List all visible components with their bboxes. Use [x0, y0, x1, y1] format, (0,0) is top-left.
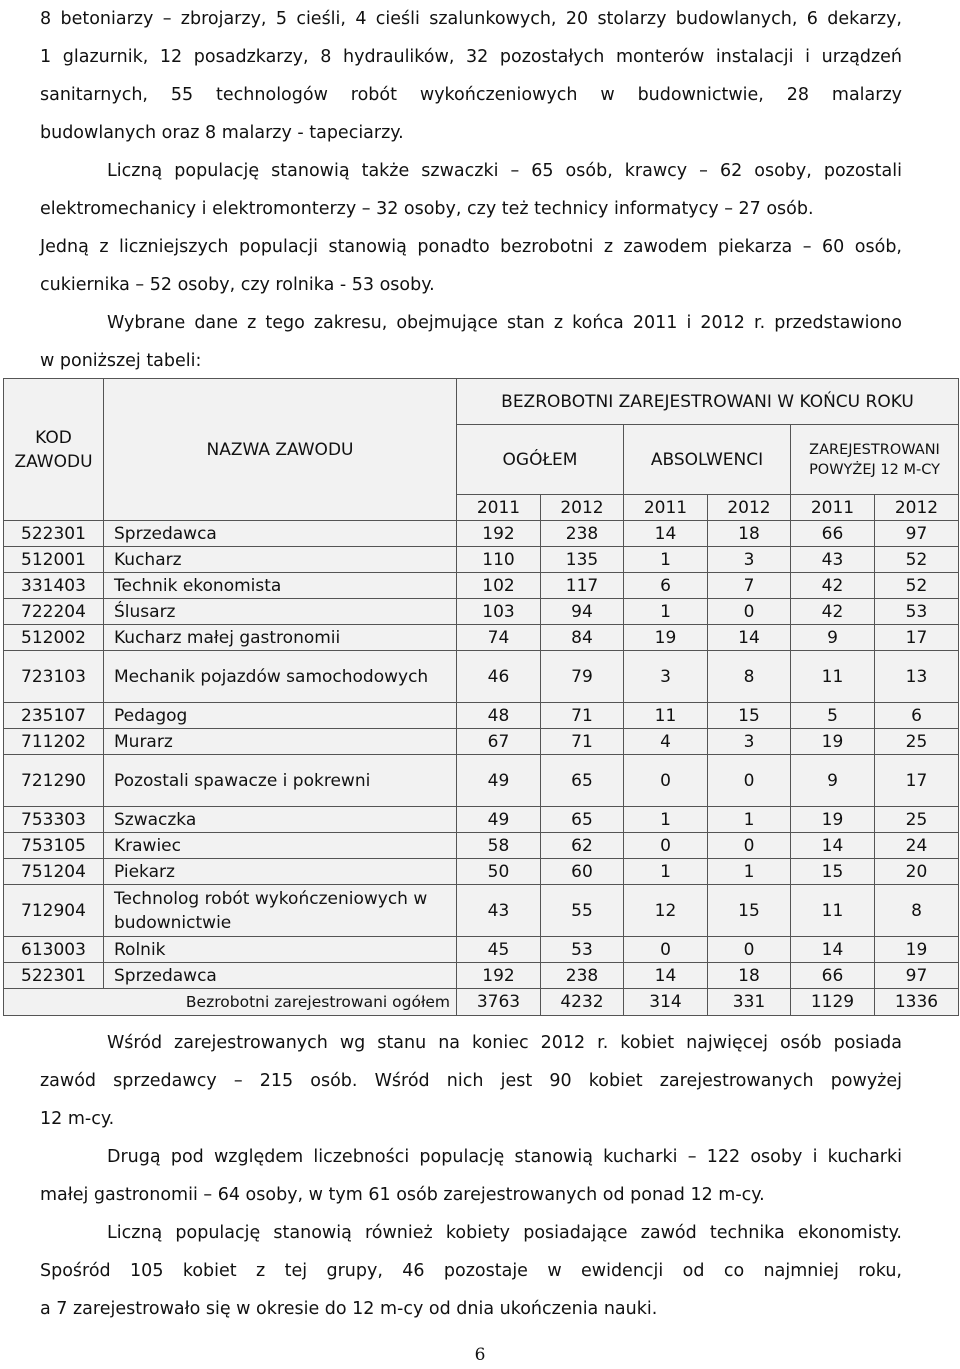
text-line: Liczną populację stanowią także szwaczki – 65 osób, krawcy – 62 osoby, pozostali: [107, 161, 902, 181]
text-line: Wśród zarejestrowanych wg stanu na koniec 2012 r. kobiet najwięcej osób posiada: [107, 1033, 902, 1053]
cell-value: 48: [457, 703, 541, 729]
cell-value: 6: [624, 573, 708, 599]
cell-value: 135: [541, 547, 624, 573]
cell-value: 11: [791, 885, 875, 937]
cell-value: 65: [541, 807, 624, 833]
paragraph-table-intro: [40, 304, 902, 380]
text-line: cukiernika – 52 osoby, czy rolnika - 53 osoby.: [40, 275, 435, 295]
cell-value: 94: [541, 599, 624, 625]
header-year: 2011: [624, 495, 708, 521]
header-total: OGÓŁEM: [457, 425, 624, 495]
cell-value: 8: [875, 885, 959, 937]
cell-name: Szwaczka: [104, 807, 457, 833]
header-year: 2012: [875, 495, 959, 521]
cell-value: 84: [541, 625, 624, 651]
cell-name: Technik ekonomista: [104, 573, 457, 599]
paragraph-occupations-tailoring: [40, 152, 902, 228]
header-year: 2012: [541, 495, 624, 521]
cell-value: 97: [875, 963, 959, 989]
header-group: BEZROBOTNI ZAREJESTROWANI W KOŃCU ROKU: [457, 379, 959, 425]
cell-value: 6: [875, 703, 959, 729]
cell-value: 192: [457, 963, 541, 989]
cell-value: 42: [791, 573, 875, 599]
cell-value: 14: [624, 963, 708, 989]
cell-code: 235107: [4, 703, 104, 729]
cell-name: Pozostali spawacze i pokrewni: [104, 755, 457, 807]
total-value: 331: [708, 989, 791, 1016]
table-row: [4, 599, 959, 625]
cell-value: 49: [457, 807, 541, 833]
table-row: [4, 625, 959, 651]
cell-code: 712904: [4, 885, 104, 937]
cell-value: 71: [541, 729, 624, 755]
cell-value: 46: [457, 651, 541, 703]
cell-value: 20: [875, 859, 959, 885]
cell-value: 17: [875, 755, 959, 807]
cell-value: 19: [875, 937, 959, 963]
cell-value: 43: [457, 885, 541, 937]
table-row: [4, 755, 959, 807]
text-line: 12 m-cy.: [40, 1109, 115, 1129]
total-value: 4232: [541, 989, 624, 1016]
cell-value: 110: [457, 547, 541, 573]
text-line: Liczną populację stanowią również kobiety posiadające zawód technika ekonomisty.: [107, 1223, 902, 1243]
cell-value: 66: [791, 521, 875, 547]
cell-code: 512001: [4, 547, 104, 573]
cell-value: 15: [708, 703, 791, 729]
cell-value: 11: [791, 651, 875, 703]
cell-value: 53: [541, 937, 624, 963]
text-line: małej gastronomii – 64 osoby, w tym 61 osób zarejestrowanych od ponad 12 m-cy.: [40, 1185, 765, 1205]
table-row: [4, 729, 959, 755]
cell-value: 17: [875, 625, 959, 651]
table-row: [4, 859, 959, 885]
cell-value: 1: [708, 807, 791, 833]
text-line: 8 betoniarzy – zbrojarzy, 5 cieśli, 4 cieśli szalunkowych, 20 stolarzy budowlanych, 6 dekarzy,: [40, 9, 902, 29]
cell-value: 192: [457, 521, 541, 547]
cell-value: 66: [791, 963, 875, 989]
cell-value: 42: [791, 599, 875, 625]
cell-value: 79: [541, 651, 624, 703]
text-line: Wybrane dane z tego zakresu, obejmujące stan z końca 2011 i 2012 r. przedstawiono: [107, 313, 902, 333]
cell-code: 711202: [4, 729, 104, 755]
cell-name: Kucharz małej gastronomii: [104, 625, 457, 651]
cell-value: 238: [541, 521, 624, 547]
cell-name: Murarz: [104, 729, 457, 755]
cell-value: 5: [791, 703, 875, 729]
text-line: w poniższej tabeli:: [40, 351, 202, 371]
cell-value: 0: [624, 833, 708, 859]
cell-value: 3: [708, 729, 791, 755]
header-code: KOD ZAWODU: [4, 379, 104, 521]
cell-code: 613003: [4, 937, 104, 963]
cell-value: 9: [791, 755, 875, 807]
cell-value: 97: [875, 521, 959, 547]
cell-value: 0: [624, 937, 708, 963]
cell-code: 512002: [4, 625, 104, 651]
header-year: 2011: [791, 495, 875, 521]
paragraph-occupations-baking: [40, 228, 902, 304]
cell-value: 13: [875, 651, 959, 703]
table-row: [4, 547, 959, 573]
cell-value: 60: [541, 859, 624, 885]
unemployment-table: [3, 378, 959, 1016]
cell-value: 74: [457, 625, 541, 651]
cell-value: 117: [541, 573, 624, 599]
cell-name: Rolnik: [104, 937, 457, 963]
cell-code: 522301: [4, 963, 104, 989]
cell-value: 1: [624, 859, 708, 885]
cell-value: 53: [875, 599, 959, 625]
table-row: [4, 521, 959, 547]
header-over-12-months: ZAREJESTROWANI POWYŻEJ 12 M-CY: [791, 425, 959, 495]
cell-value: 8: [708, 651, 791, 703]
page-number: 6: [474, 1345, 486, 1365]
cell-value: 14: [708, 625, 791, 651]
cell-value: 24: [875, 833, 959, 859]
cell-code: 751204: [4, 859, 104, 885]
cell-value: 0: [708, 937, 791, 963]
cell-value: 11: [624, 703, 708, 729]
cell-value: 0: [708, 833, 791, 859]
cell-value: 52: [875, 573, 959, 599]
cell-value: 4: [624, 729, 708, 755]
cell-value: 9: [791, 625, 875, 651]
cell-value: 18: [708, 521, 791, 547]
text-line: budowlanych oraz 8 malarzy - tapeciarzy.: [40, 123, 404, 143]
paragraph-women-economists: [40, 1214, 902, 1328]
total-value: 1129: [791, 989, 875, 1016]
total-value: 1336: [875, 989, 959, 1016]
cell-value: 18: [708, 963, 791, 989]
cell-value: 50: [457, 859, 541, 885]
cell-value: 45: [457, 937, 541, 963]
cell-name: Kucharz: [104, 547, 457, 573]
cell-value: 3: [624, 651, 708, 703]
text-line: elektromechanicy i elektromonterzy – 32 osoby, czy też technicy informatycy – 27 osób.: [40, 199, 814, 219]
text-line: 1 glazurnik, 12 posadzkarzy, 8 hydraulików, 32 pozostałych monterów instalacji i urządzeń: [40, 47, 902, 67]
cell-value: 0: [708, 755, 791, 807]
paragraph-women-cooks: [40, 1138, 902, 1214]
cell-code: 721290: [4, 755, 104, 807]
text-line: sanitarnych, 55 technologów robót wykończeniowych w budownictwie, 28 malarzy: [40, 85, 902, 105]
cell-value: 19: [624, 625, 708, 651]
table-row: [4, 703, 959, 729]
cell-code: 522301: [4, 521, 104, 547]
cell-name: Sprzedawca: [104, 521, 457, 547]
cell-value: 7: [708, 573, 791, 599]
cell-value: 71: [541, 703, 624, 729]
cell-value: 0: [708, 599, 791, 625]
cell-value: 12: [624, 885, 708, 937]
cell-value: 62: [541, 833, 624, 859]
cell-value: 238: [541, 963, 624, 989]
cell-code: 723103: [4, 651, 104, 703]
text-line: a 7 zarejestrowało się w okresie do 12 m-cy od dnia ukończenia nauki.: [40, 1299, 658, 1319]
text-line: Spośród 105 kobiet z tej grupy, 46 pozostaje w ewidencji od co najmniej roku,: [40, 1261, 902, 1281]
cell-code: 753303: [4, 807, 104, 833]
table-row: [4, 833, 959, 859]
cell-code: 753105: [4, 833, 104, 859]
total-value: 314: [624, 989, 708, 1016]
cell-name: Pedagog: [104, 703, 457, 729]
cell-value: 14: [791, 833, 875, 859]
cell-value: 102: [457, 573, 541, 599]
cell-value: 1: [624, 547, 708, 573]
cell-value: 14: [791, 937, 875, 963]
cell-code: 331403: [4, 573, 104, 599]
cell-value: 67: [457, 729, 541, 755]
header-year: 2011: [457, 495, 541, 521]
cell-name: Technolog robót wykończeniowych w budownictwie: [104, 885, 457, 937]
table-total-row: [4, 989, 959, 1016]
cell-value: 3: [708, 547, 791, 573]
cell-value: 58: [457, 833, 541, 859]
cell-name: Piekarz: [104, 859, 457, 885]
total-value: 3763: [457, 989, 541, 1016]
table-row: [4, 573, 959, 599]
text-line: Drugą pod względem liczebności populację stanowią kucharki – 122 osoby i kucharki: [107, 1147, 902, 1167]
cell-name: Ślusarz: [104, 599, 457, 625]
cell-value: 19: [791, 807, 875, 833]
cell-code: 722204: [4, 599, 104, 625]
table-row: [4, 885, 959, 937]
cell-value: 43: [791, 547, 875, 573]
cell-name: Krawiec: [104, 833, 457, 859]
text-line: Jedną z liczniejszych populacji stanowią ponadto bezrobotni z zawodem piekarza – 60 osób,: [40, 237, 902, 257]
cell-value: 25: [875, 729, 959, 755]
paragraph-occupations-construction: [40, 0, 902, 152]
table-row: [4, 963, 959, 989]
cell-value: 55: [541, 885, 624, 937]
cell-value: 65: [541, 755, 624, 807]
cell-value: 0: [624, 755, 708, 807]
cell-value: 25: [875, 807, 959, 833]
table-row: [4, 651, 959, 703]
total-label: Bezrobotni zarejestrowani ogółem: [4, 989, 457, 1016]
text-line: zawód sprzedawcy – 215 osób. Wśród nich jest 90 kobiet zarejestrowanych powyżej: [40, 1071, 902, 1091]
header-graduates: ABSOLWENCI: [624, 425, 791, 495]
cell-value: 1: [708, 859, 791, 885]
cell-value: 52: [875, 547, 959, 573]
table-row: [4, 807, 959, 833]
cell-value: 15: [708, 885, 791, 937]
cell-value: 15: [791, 859, 875, 885]
cell-value: 14: [624, 521, 708, 547]
cell-name: Mechanik pojazdów samochodowych: [104, 651, 457, 703]
cell-name: Sprzedawca: [104, 963, 457, 989]
cell-value: 49: [457, 755, 541, 807]
cell-value: 1: [624, 807, 708, 833]
header-name: NAZWA ZAWODU: [104, 379, 457, 521]
header-year: 2012: [708, 495, 791, 521]
cell-value: 19: [791, 729, 875, 755]
cell-value: 103: [457, 599, 541, 625]
cell-value: 1: [624, 599, 708, 625]
table-row: [4, 937, 959, 963]
paragraph-women-sales: [40, 1024, 902, 1138]
